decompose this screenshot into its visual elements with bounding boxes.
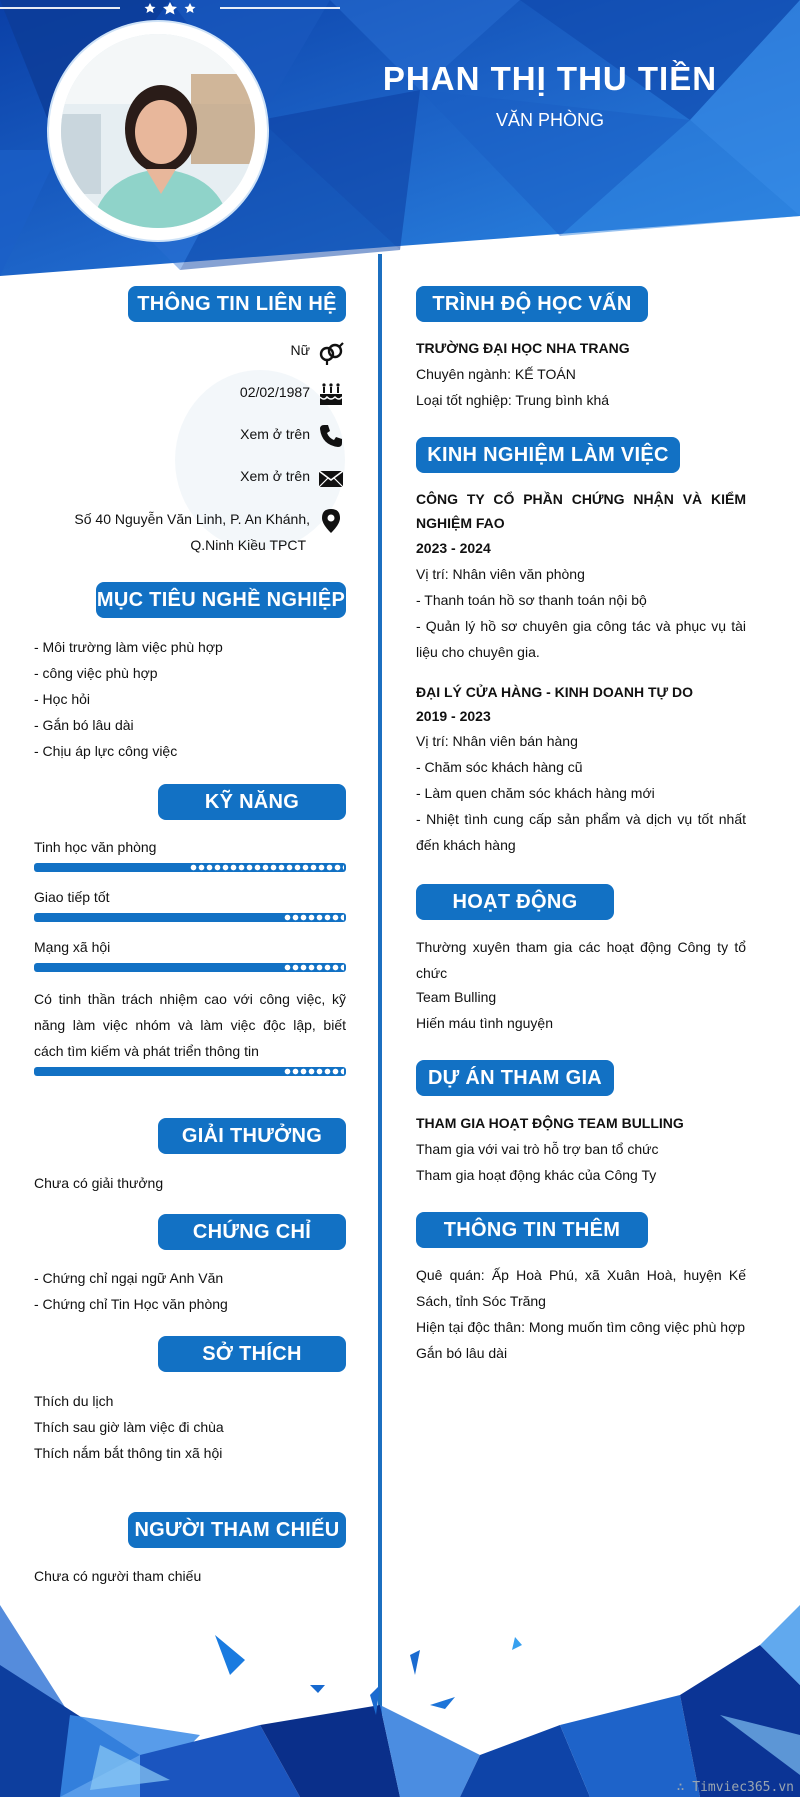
column-divider xyxy=(378,254,382,1734)
address-line-2: Q.Ninh Kiều TPCT xyxy=(190,537,306,553)
job-company: ĐẠI LÝ CỬA HÀNG - KINH DOANH TỰ DO xyxy=(416,684,694,700)
avatar xyxy=(61,34,255,228)
birthday-cake-icon xyxy=(318,381,344,407)
skill-bar-remaining xyxy=(284,1068,344,1075)
job-duty: - Quản lý hồ sơ chuyên gia công tác và phục vụ tài liệu cho chuyên gia. xyxy=(416,618,746,660)
header-banner xyxy=(0,0,800,280)
extra-info-item: Gắn bó lâu dài xyxy=(416,1345,508,1361)
skill-level-bar xyxy=(34,1067,346,1076)
birthday-value: 02/02/1987 xyxy=(239,384,310,400)
location-pin-icon xyxy=(318,508,344,534)
extra-info-item: Hiện tại độc thân: Mong muốn tìm công việc phù hợp xyxy=(416,1319,746,1335)
job-duty: - Thanh toán hồ sơ thanh toán nội bộ xyxy=(416,592,647,608)
phone-value: Xem ở trên xyxy=(240,426,310,442)
objective-item: - Học hỏi xyxy=(34,691,91,707)
objective-item: - công việc phù hợp xyxy=(34,665,158,681)
phone-icon xyxy=(318,423,344,449)
hobby-item: Thích sau giờ làm việc đi chùa xyxy=(34,1419,224,1435)
profile-photo xyxy=(49,22,267,240)
gender-icon xyxy=(318,340,344,366)
email-icon xyxy=(318,466,344,492)
activity-item: Team Bulling xyxy=(416,989,497,1005)
section-title-education: TRÌNH ĐỘ HỌC VẤN xyxy=(416,286,648,322)
address-line-1: Số 40 Nguyễn Văn Linh, P. An Khánh, xyxy=(74,511,310,527)
hobby-item: Thích du lịch xyxy=(34,1393,114,1409)
job-duty: - Nhiệt tình cung cấp sản phẩm và dịch vụ tốt nhất đến khách hàng xyxy=(416,811,746,853)
certificate-item: - Chứng chỉ ngại ngữ Anh Văn xyxy=(34,1270,224,1286)
section-title-extra-info: THÔNG TIN THÊM xyxy=(416,1212,648,1248)
section-title-skills: KỸ NĂNG xyxy=(158,784,346,820)
candidate-role: VĂN PHÒNG xyxy=(495,110,605,130)
section-title-references: NGƯỜI THAM CHIẾU xyxy=(128,1512,346,1548)
job-period: 2019 - 2023 xyxy=(416,708,491,724)
job-company: CÔNG TY CỔ PHẦN CHỨNG NHẬN VÀ KIỂM NGHIỆM FAO xyxy=(416,491,746,531)
objective-item: - Chịu áp lực công việc xyxy=(34,743,178,759)
section-title-awards: GIẢI THƯỞNG xyxy=(158,1118,346,1154)
section-title-contact: THÔNG TIN LIÊN HỆ xyxy=(128,286,346,322)
project-item: Tham gia hoạt động khác của Công Ty xyxy=(416,1167,657,1183)
footer-polygon-decoration xyxy=(0,1605,800,1797)
objective-item: - Môi trường làm việc phù hợp xyxy=(34,639,223,655)
job-duty: - Làm quen chăm sóc khách hàng mới xyxy=(416,785,655,801)
skill-paragraph: Có tinh thần trách nhiệm cao với công việc, kỹ năng làm việc nhóm và làm việc độc lập, biết cách tìm kiếm và phát triển thông tin xyxy=(34,991,346,1059)
candidate-name: PHAN THỊ THU TIỀN xyxy=(382,60,718,97)
project-name: THAM GIA HOẠT ĐỘNG TEAM BULLING xyxy=(416,1115,684,1131)
references-text: Chưa có người tham chiếu xyxy=(34,1568,202,1584)
decorative-divider-stars xyxy=(0,0,340,16)
skill-bar-remaining xyxy=(284,914,344,921)
skill-bar-remaining xyxy=(284,964,344,971)
section-title-experience: KINH NGHIỆM LÀM VIỆC xyxy=(416,437,680,473)
skill-level-bar xyxy=(34,963,346,972)
section-title-activities: HOẠT ĐỘNG xyxy=(416,884,614,920)
skill-level-bar xyxy=(34,913,346,922)
section-title-certificates: CHỨNG CHỈ xyxy=(158,1214,346,1250)
site-watermark: ∴ Timviec365.vn xyxy=(676,1780,794,1795)
gender-value: Nữ xyxy=(290,342,310,358)
project-item: Tham gia với vai trò hỗ trợ ban tổ chức xyxy=(416,1141,659,1157)
objective-item: - Gắn bó lâu dài xyxy=(34,717,134,733)
job-period: 2023 - 2024 xyxy=(416,540,491,556)
awards-text: Chưa có giải thưởng xyxy=(34,1175,164,1191)
avatar-illustration xyxy=(61,34,255,228)
extra-info-item: Quê quán: Ấp Hoà Phú, xã Xuân Hoà, huyện Kế Sách, tỉnh Sóc Trăng xyxy=(416,1267,746,1309)
skill-level-bar xyxy=(34,863,346,872)
skill-label: Mạng xã hội xyxy=(34,939,111,955)
skill-bar-remaining xyxy=(190,864,344,871)
section-title-hobbies: SỞ THÍCH xyxy=(158,1336,346,1372)
activity-item: Thường xuyên tham gia các hoạt động Công ty tổ chức xyxy=(416,939,746,981)
activity-item: Hiến máu tình nguyện xyxy=(416,1015,553,1031)
section-title-projects: DỰ ÁN THAM GIA xyxy=(416,1060,614,1096)
hobby-item: Thích nắm bắt thông tin xã hội xyxy=(34,1445,223,1461)
email-value: Xem ở trên xyxy=(240,468,310,484)
job-position: Vị trí: Nhân viên bán hàng xyxy=(416,733,578,749)
education-school: TRƯỜNG ĐẠI HỌC NHA TRANG xyxy=(416,340,630,356)
certificate-item: - Chứng chỉ Tin Học văn phòng xyxy=(34,1296,228,1312)
skill-label: Tinh học văn phòng xyxy=(34,839,157,855)
education-grade: Loại tốt nghiệp: Trung bình khá xyxy=(416,392,610,408)
education-major: Chuyên ngành: KẾ TOÁN xyxy=(416,366,576,382)
skill-label: Giao tiếp tốt xyxy=(34,889,110,905)
job-position: Vị trí: Nhân viên văn phòng xyxy=(416,566,585,582)
job-duty: - Chăm sóc khách hàng cũ xyxy=(416,759,583,775)
section-title-objective: MỤC TIÊU NGHỀ NGHIỆP xyxy=(96,582,346,618)
